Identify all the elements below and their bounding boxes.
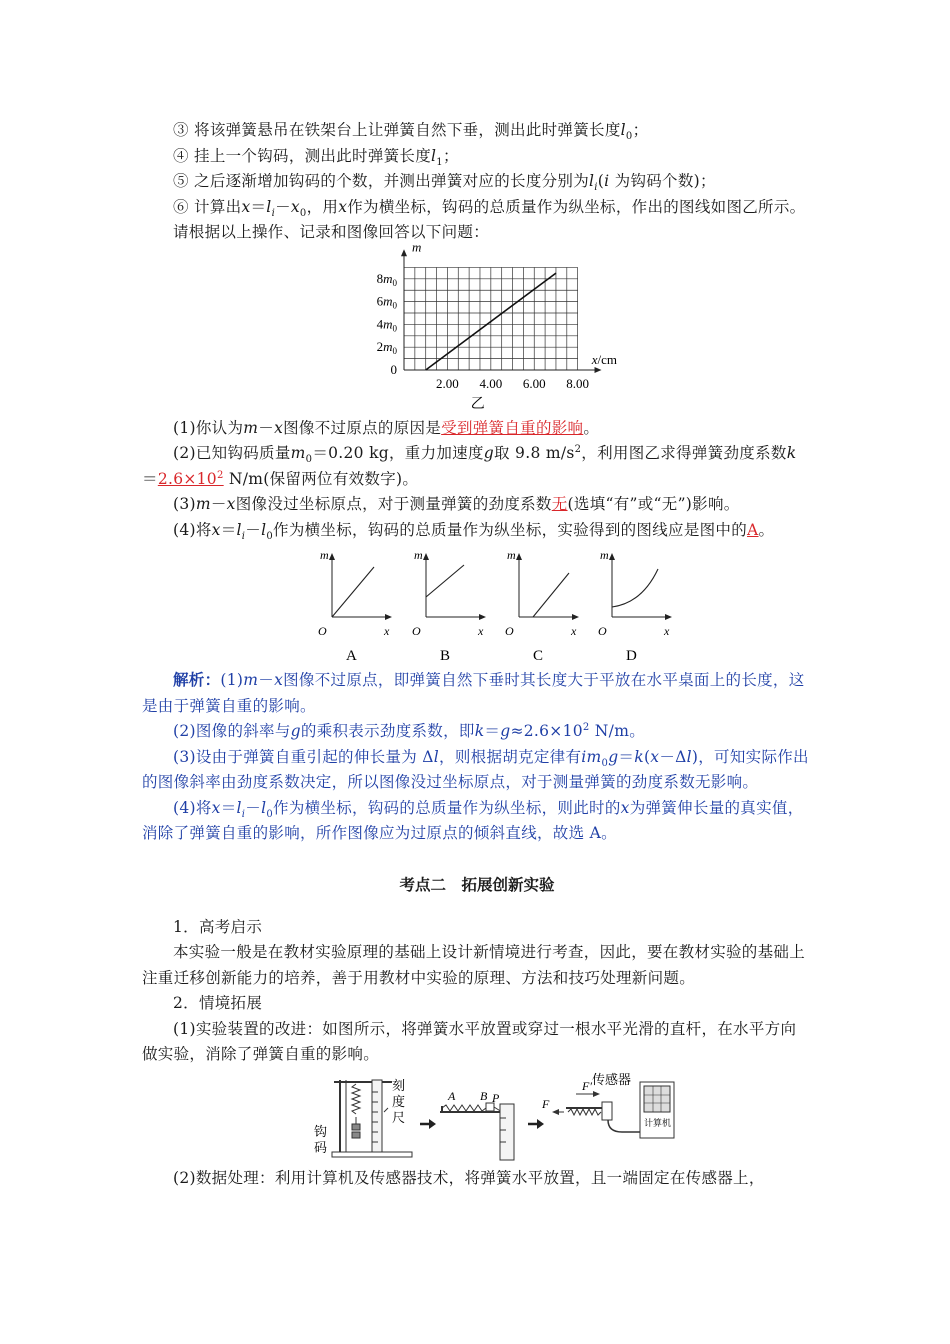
y-axis-arrow — [401, 249, 407, 256]
vertical-stand — [314, 1078, 412, 1157]
option-c-letter: C — [533, 648, 544, 664]
apparatus-figure — [142, 1072, 812, 1162]
analysis-2: (2)图像的斜率与g的乘积表示劲度系数，即$k=g\approx 2.6\times 10^2$ N/m。 — [173, 721, 645, 740]
hook-label-1: 钩 — [314, 1123, 328, 1139]
option-a-letter: A — [346, 648, 357, 664]
question-1: (1)你认为m－x图像不过原点的原因是受到弹簧自重的影响。 — [173, 418, 600, 437]
option-graphs — [142, 547, 812, 665]
ruler-label-1: 刻 — [392, 1077, 406, 1093]
label-p: P — [492, 1090, 500, 1105]
subsection-2-title: 2．情境拓展 — [173, 994, 263, 1012]
subsection-2-para-1: (1)实验装置的改进：如图所示，将弹簧水平放置或穿过一根水平光滑的直杆，在水平方向做实验，消除了弹簧自重的影响。 — [142, 1019, 797, 1063]
option-b-graph — [412, 548, 486, 664]
y-tick-label: 0 — [390, 361, 397, 377]
subsection-1-title: 1．高考启示 — [173, 917, 263, 936]
label-b: B — [480, 1088, 488, 1103]
x-tick-label: 2.00 — [436, 375, 459, 391]
ruler-label-2: 度 — [392, 1093, 406, 1109]
f-prime-label: F′ — [582, 1078, 592, 1093]
analysis-1: 解析：(1)m－x图像不过原点，即弹簧自然下垂时其长度大于平放在水平桌面上的长度，这是由于弹簧自重的影响。 — [142, 670, 805, 715]
answer-4: A — [747, 520, 759, 539]
x-tick-label: 8.00 — [566, 375, 590, 391]
subsection-1-body: 本实验一般是在教材实验原理的基础上设计新情境进行考查，因此，要在教材实验的基础上注重迁移创新能力的培养，善于用教材中实验的原理、方法和技巧处理新问题。 — [142, 943, 806, 987]
option-c-m: m — [507, 548, 516, 562]
analysis-3: (3)设由于弹簧自重引起的伸长量为 Δl，则根据胡克定律有$im_0g=k(x-\Delta l)$，可知实际作出的图像斜率由劲度系数决定，所以图像没过坐标原点，对于测量弹簧的劲度系数无影响。 — [142, 747, 809, 791]
option-b-o: O — [412, 624, 421, 638]
x-axis-arrow — [595, 367, 602, 373]
y-tick-label: $4m_0$ — [376, 315, 397, 333]
chart-caption: 乙 — [470, 396, 485, 412]
y-tick-label: $2m_0$ — [376, 338, 397, 356]
analysis-4: (4)将$x=l_i-l_0$作为横坐标，钩码的总质量作为纵坐标，则此时的x为弹簧伸长量的真实值，消除了弹簧自重的影响，所作图像应为过原点的倾斜直线，故选 A。 — [142, 798, 804, 842]
option-b-m: m — [414, 548, 423, 562]
x-axis-label: x/cm — [591, 351, 618, 367]
option-a-m: m — [320, 548, 329, 562]
answer-3: 无 — [551, 495, 568, 513]
option-a-o: O — [318, 624, 327, 638]
step-4: ④ 挂上一个钩码，测出此时弹簧长度$l_1$； — [173, 146, 459, 168]
question-2: (2)已知钩码质量$m_0=0.20$ kg，重力加速度g取 9.8 $m/s^2$，利用图乙求得弹簧劲度系数k — [173, 443, 797, 466]
step-5: ⑤ 之后逐渐增加钩码的个数，并测出弹簧对应的长度分别为$l_i(i$ 为钩码个数)； — [173, 172, 716, 194]
y-tick-label: $6m_0$ — [376, 293, 397, 311]
option-c-o: O — [505, 624, 514, 638]
answer-1: 受到弹簧自重的影响 — [441, 418, 584, 437]
horizontal-spring — [440, 1089, 514, 1160]
answer-2: $2.6\times 10^2$ — [157, 469, 224, 488]
label-a: A — [448, 1088, 456, 1103]
y-tick-label: $8m_0$ — [376, 270, 397, 288]
option-d-graph — [598, 548, 672, 664]
option-d-o: O — [598, 624, 607, 638]
question-3: (3)m－x图像没过坐标原点，对于测量弹簧的劲度系数无(选填“有”或“无”)影响。 — [173, 495, 740, 513]
graph-yi — [142, 238, 812, 416]
sensor-setup — [541, 1072, 674, 1138]
option-d-x: x — [664, 624, 670, 638]
x-tick-label: 6.00 — [522, 375, 546, 391]
f-label: F — [542, 1096, 550, 1111]
option-c-graph — [505, 548, 579, 664]
document-page — [142, 118, 812, 1191]
ruler-label-3: 尺 — [392, 1109, 406, 1125]
step-3: ③ 将该弹簧悬吊在铁架台上让弹簧自然下垂，测出此时弹簧长度$l_0$； — [173, 121, 649, 143]
option-d-m: m — [600, 548, 609, 562]
computer-label: 计算机 — [644, 1117, 672, 1128]
x-tick-label: 4.00 — [479, 375, 503, 391]
option-d-letter: D — [626, 648, 637, 664]
subsection-2-para-2: (2)数据处理：利用计算机及传感器技术，将弹簧水平放置，且一端固定在传感器上， — [173, 1168, 765, 1187]
y-axis-label: m — [412, 238, 422, 254]
question-2-cont: $=2.6\times 10^2$ N/m(保留两位有效数字)。 — [142, 469, 419, 488]
prompt-text: 请根据以上操作、记录和图像回答以下问题： — [173, 223, 490, 241]
option-c-x: x — [571, 624, 577, 638]
question-4: (4)将$x=l_i-l_0$作为横坐标，钩码的总质量作为纵坐标，实验得到的图线应是图中的A。 — [173, 520, 775, 542]
option-b-letter: B — [440, 648, 451, 664]
option-b-x: x — [478, 624, 484, 638]
option-a-graph — [318, 548, 392, 664]
sensor-label: 传感器 — [592, 1071, 632, 1087]
hook-label-2: 码 — [314, 1139, 328, 1155]
arrow-icon — [420, 1119, 436, 1129]
section-title: 考点二 拓展创新实验 — [399, 874, 555, 894]
step-6: ⑥ 计算出$x=l_i-x_0$，用x作为横坐标，钩码的总质量作为纵坐标，作出的图线如图乙所示。 — [173, 197, 806, 219]
analysis-block — [142, 667, 812, 847]
arrow-icon — [528, 1119, 544, 1129]
option-a-x: x — [384, 624, 390, 638]
